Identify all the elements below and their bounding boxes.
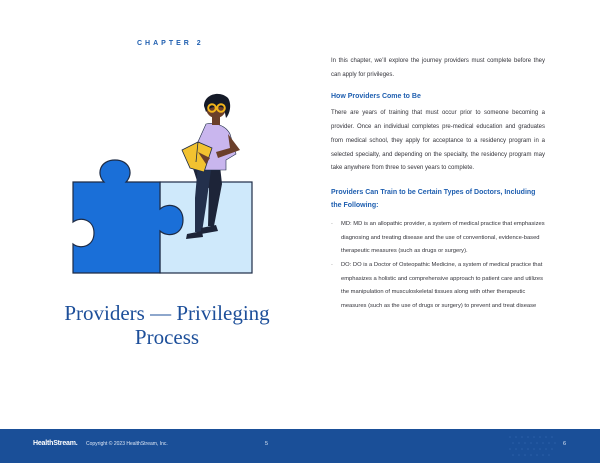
- healthstream-logo: HealthStream.: [33, 440, 78, 447]
- list-item-text: DO: DO is a Doctor of Osteopathic Medicine, a system of medical practice that emphasizes a holistic and comprehensive approach to patient care and utilizes the manipulation of musculoskeletal tissues along with other therapeutic measures (such as the use of drugs or surgery) to prevent and treat disease: [341, 262, 544, 310]
- bullet-marker: ·: [331, 220, 333, 227]
- chapter-label: CHAPTER 2: [137, 40, 204, 47]
- page-footer: [0, 429, 600, 463]
- copyright-text: Copyright © 2023 HealthStream, Inc.: [86, 441, 168, 447]
- body-column: [331, 55, 545, 314]
- page-title: Providers — Privileging Process: [64, 301, 270, 349]
- bullet-marker: ·: [331, 262, 333, 269]
- puzzle-reader-illustration: [70, 88, 260, 278]
- section-heading-2: Providers Can Train to be Certain Types of Doctors, Including the Following:: [331, 188, 536, 209]
- list-item: [331, 259, 545, 314]
- decorative-dot-pattern: [410, 429, 600, 463]
- list-item: [331, 218, 545, 259]
- page-number-right: 6: [563, 441, 567, 447]
- section-paragraph-1: There are years of training that must occur prior to someone becoming a provider. Once an individual completes pre-medical education and graduates from medical school, they apply for acceptance to a residency program in a selected specialty, and depending on the specialty, the residency program may take anywhere from three to seven years to complete.: [331, 110, 545, 172]
- section-heading-1: How Providers Come to Be: [331, 93, 421, 101]
- provider-types-list: [331, 218, 545, 314]
- list-item-text: MD: MD is an allopathic provider, a system of medical practice that emphasizes diagnosing and treating disease and the use of conventional, evidence-based therapeutic measures (such as drugs or surgery).: [341, 220, 545, 255]
- intro-paragraph: In this chapter, we’ll explore the journey providers must complete before they can apply for privileges.: [331, 58, 545, 78]
- page-number-left: 5: [265, 441, 269, 447]
